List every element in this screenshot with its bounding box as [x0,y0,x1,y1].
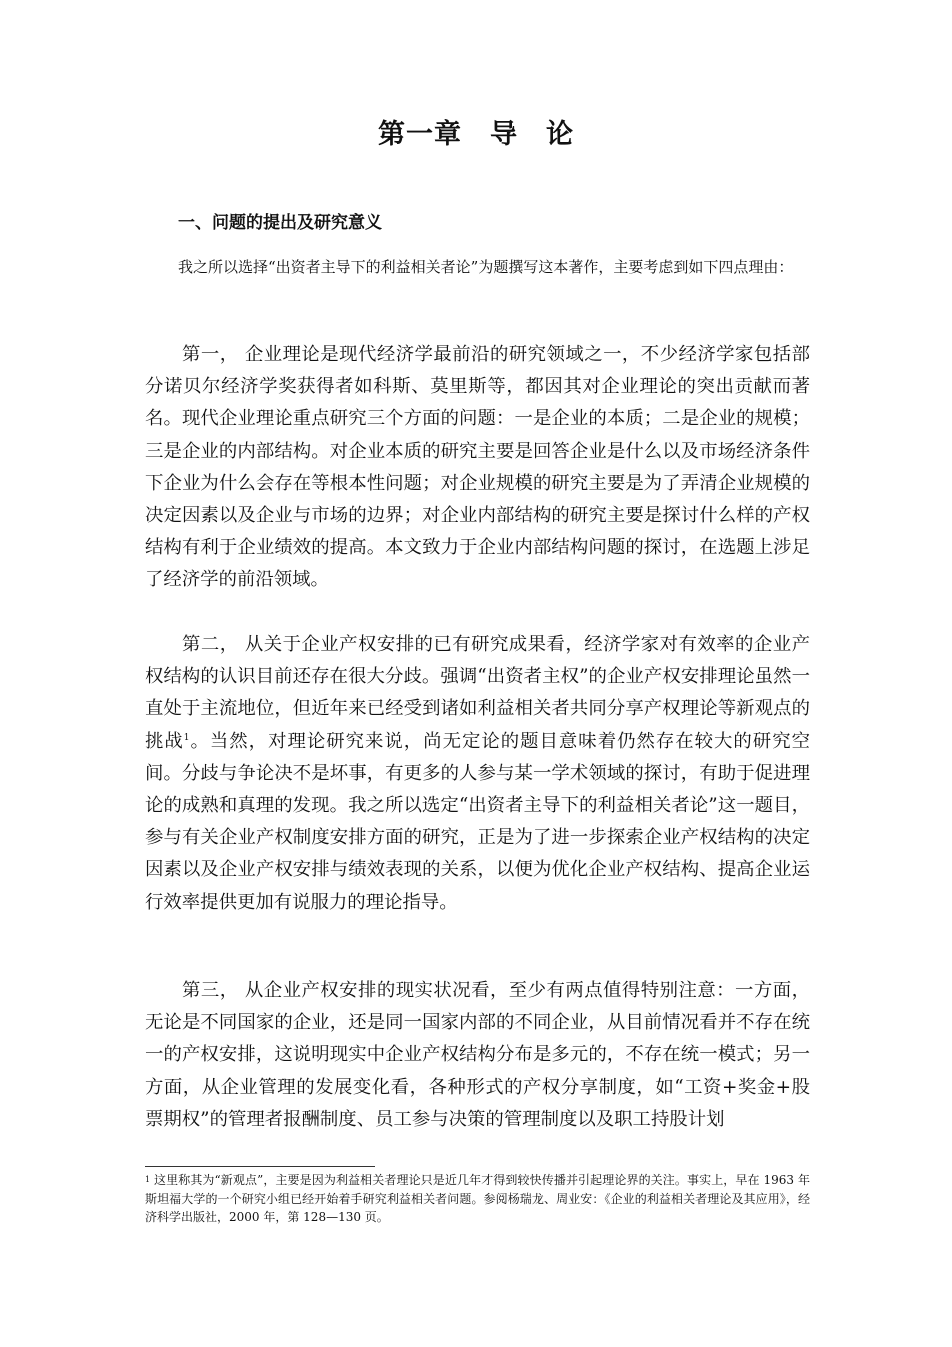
chapter-title: 第一章 导 论 [378,119,574,150]
footnote-text: 这里称其为“新观点”，主要是因为利益相关者理论只是近几年才得到较快传播并引起理论界的关注。事实上，早在 1963 年斯坦福大学的一个研究小组已经开始着手研究利益相关者问题。参阅杨瑞龙、周业安：《企业的利益相关者理论及其应用》，经济科学出版社，2000 年，第 128—130 页。 [145,1173,810,1224]
footnote [145,1171,810,1227]
footnote-reference[interactable]: 1 [183,732,190,743]
paragraph-first-reason: 第一， 企业理论是现代经济学最前沿的研究领域之一，不少经济学家包括部分诺贝尔经济学奖获得者如科斯、莫里斯等，都因其对企业理论的突出贡献而著名。现代企业理论重点研究三个方面的问题：一是企业的本质；二是企业的规模；三是企业的内部结构。对企业本质的研究主要是回答企业是什么以及市场经济条件下企业为什么会存在等根本性问题；对企业规模的研究主要是为了弄清企业规模的决定因素以及企业与市场的边界；对企业内部结构的研究主要是探讨什么样的产权结构有利于企业绩效的提高。本文致力于企业内部结构问题的探讨，在选题上涉足了经济学的前沿领域。 [145,344,810,591]
footnote-divider [145,1166,375,1167]
paragraph-second-reason [145,629,810,919]
paragraph-second-reason-part2: 。当然，对理论研究来说，尚无定论的题目意味着仍然存在较大的研究空间。分歧与争论决不是坏事，有更多的人参与某一学术领域的探讨，有助于促进理论的成熟和真理的发现。我之所以选定“出资者主导下的利益相关者论”这一题目，参与有关企业产权制度安排方面的研究，正是为了进一步探索企业产权结构的决定因素以及企业产权安排与绩效表现的关系，以便为优化企业产权结构、提高企业运行效率提供更加有说服力的理论指导。 [145,730,810,913]
footnote-mark: 1 [145,1175,151,1184]
paragraph-second-reason-part1: 第二， 从关于企业产权安排的已有研究成果看，经济学家对有效率的企业产权结构的认识目前还存在很大分歧。强调“出资者主权”的企业产权安排理论虽然一直处于主流地位，但近年来已经受到诸如利益相关者共同分享产权理论等新观点的挑战 [145,634,810,752]
intro-paragraph: 我之所以选择“出资者主导下的利益相关者论”为题撰写这本著作，主要考虑到如下四点理由： [178,258,794,276]
paragraph-third-reason: 第三， 从企业产权安排的现实状况看，至少有两点值得特别注意：一方面，无论是不同国家的企业，还是同一国家内部的不同企业，从目前情况看并不存在统一的产权安排，这说明现实中企业产权结构分布是多元的，不存在统一模式；另一方面，从企业管理的发展变化看，各种形式的产权分享制度，如“工资+奖金+股票期权”的管理者报酬制度、员工参与决策的管理制度以及职工持股计划 [145,980,810,1130]
section-heading: 一、问题的提出及研究意义 [178,213,382,233]
